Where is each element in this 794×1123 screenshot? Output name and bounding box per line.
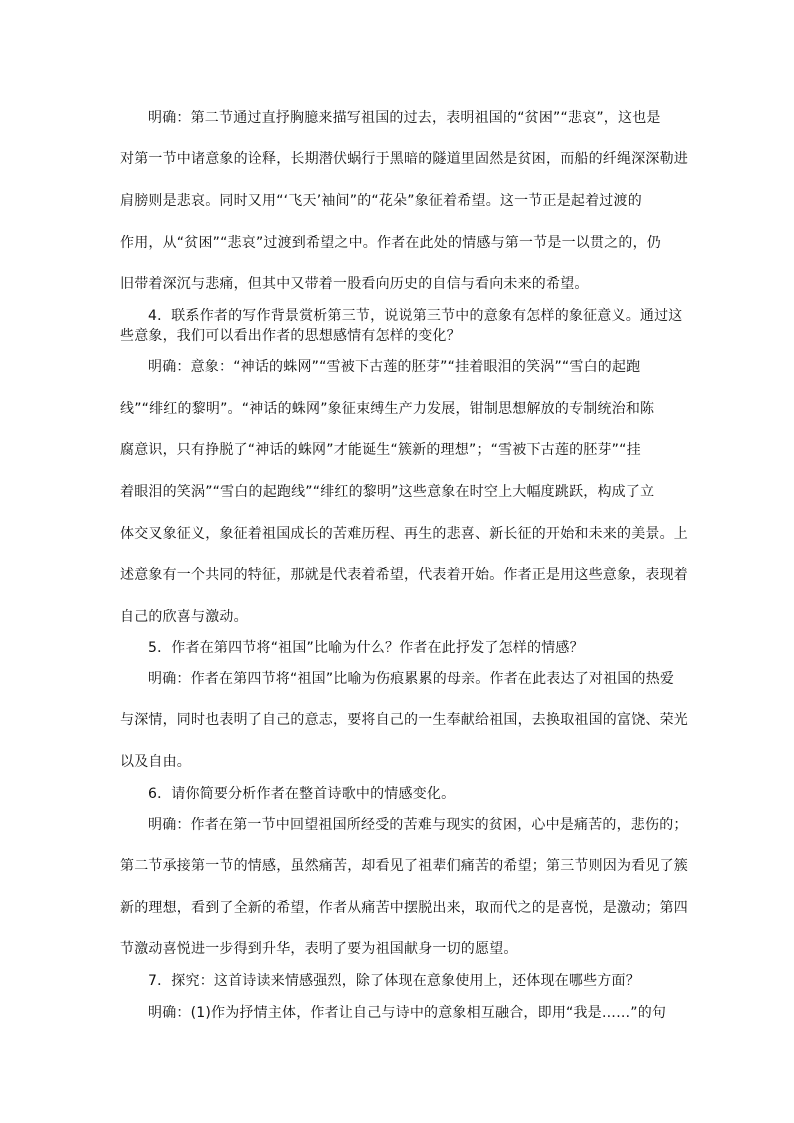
paragraph-line: 腐意识，只有挣脱了“神话的蛛网”才能诞生“簇新的理想”；“雪被下古莲的胚芽”“挂	[120, 442, 641, 458]
paragraph-line: 节激动喜悦进一步得到升华，表明了要为祖国献身一切的愿望。	[120, 941, 518, 957]
paragraph-line: 旧带着深沉与悲痛，但其中又带着一股看向历史的自信与看向未来的希望。	[120, 276, 589, 292]
paragraph-line: 自己的欣喜与激动。	[120, 609, 248, 625]
paragraph-line: 第二节承接第一节的情感，虽然痛苦，却看见了祖辈们痛苦的希望；第三节则因为看见了簇	[120, 858, 688, 874]
paragraph-line: 与深情，同时也表明了自己的意志，要将自己的一生奉献给祖国，去换取祖国的富饶、荣光	[120, 712, 688, 728]
paragraph-line: 明确：作者在第一节中回望祖国所经受的苦难与现实的贫困，心中是痛苦的，悲伤的；	[148, 817, 688, 833]
paragraph-line: 着眼泪的笑涡”“雪白的起跑线”“绯红的黎明”这些意象在时空上大幅度跳跃，构成了立	[120, 484, 655, 500]
paragraph-line: 明确：作者在第四节将“祖国”比喻为伤痕累累的母亲。作者在此表达了对祖国的热爱	[148, 671, 675, 687]
question-line: 7．探究：这首诗读来情感强烈，除了体现在意象使用上，还体现在哪些方面？	[148, 973, 640, 989]
question-line: 些意象，我们可以看出作者的思想感情有怎样的变化？	[120, 328, 461, 344]
paragraph-line: 述意象有一个共同的特征，那就是代表着希望，代表着开始。作者正是用这些意象，表现着	[120, 567, 688, 583]
question-line: 6．请你简要分析作者在整首诗歌中的情感变化。	[148, 786, 456, 802]
paragraph-line: 肩膀则是悲哀。同时又用“‘飞天’袖间”的“花朵”象征着希望。这一节正是起着过渡的	[120, 193, 642, 209]
paragraph-line: 对第一节中诸意象的诠释，长期潜伏蜗行于黑暗的隧道里固然是贫困，而船的纤绳深深勒进	[120, 151, 688, 167]
question-line: 4．联系作者的写作背景赏析第三节，说说第三节中的意象有怎样的象征意义。通过这	[148, 308, 683, 324]
paragraph-line: 新的理想，看到了全新的希望，作者从痛苦中摆脱出来，取而代之的是喜悦，是激动；第四	[120, 900, 688, 916]
paragraph-line: 明确：意象：“神话的蛛网”“雪被下古莲的胚芽”“挂着眼泪的笑涡”“雪白的起跑	[148, 359, 641, 375]
paragraph-line: 体交叉象征义，象征着祖国成长的苦难历程、再生的悲喜、新长征的开始和未来的美景。上	[120, 526, 688, 542]
paragraph-line: 线”“绯红的黎明”。“神话的蛛网”象征束缚生产力发展，钳制思想解放的专制统治和陈	[120, 401, 655, 417]
paragraph-line: 作用，从“贫困”“悲哀”过渡到希望之中。作者在此处的情感与第一节是一以贯之的，仍	[120, 235, 662, 251]
paragraph-line: 以及自由。	[120, 754, 191, 770]
question-line: 5．作者在第四节将“祖国”比喻为什么？作者在此抒发了怎样的情感？	[148, 640, 584, 656]
paragraph-line: 明确：(1)作为抒情主体，作者让自己与诗中的意象相互融合，即用“我是……”的句	[148, 1005, 667, 1021]
paragraph-line: 明确：第二节通过直抒胸臆来描写祖国的过去，表明祖国的“贫困”“悲哀”，这也是	[148, 110, 661, 126]
